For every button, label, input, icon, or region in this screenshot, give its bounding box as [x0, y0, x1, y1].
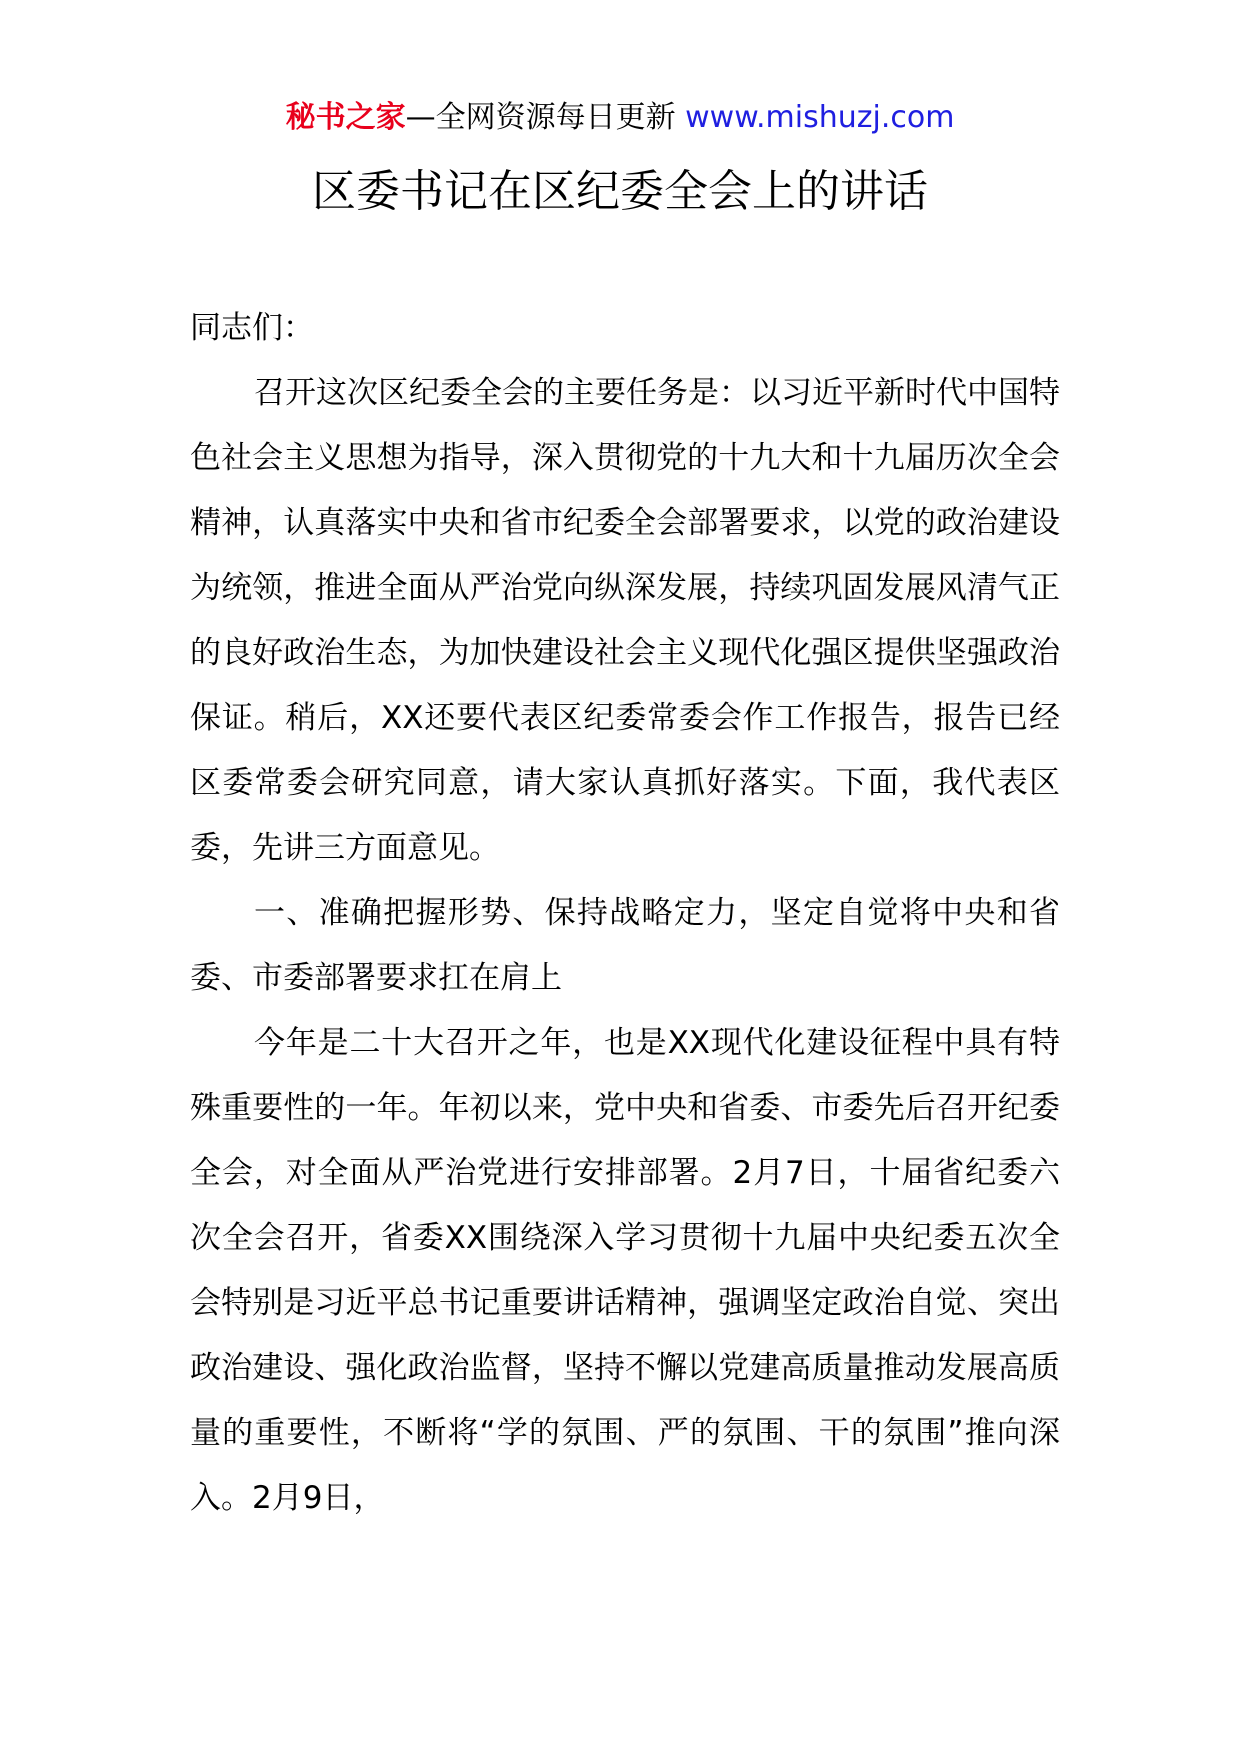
body-paragraph: 今年是二十大召开之年，也是XX现代化建设征程中具有特殊重要性的一年。年初以来，党中央和省委、市委先后召开纪委全会，对全面从严治党进行安排部署。2月7日，十届省纪委六次全会召开，省委XX围绕深入学习贯彻十九届中央纪委五次全会特别是习近平总书记重要讲话精神，强调坚定政治自觉、突出政治建设、强化政治监督，坚持不懈以党建高质量推动发展高质量的重要性，不断将“学的氛围、严的氛围、干的氛围”推向深入。2月9日， — [190, 1025, 1060, 1516]
document-body — [190, 296, 1060, 1531]
section-heading: 一、准确把握形势、保持战略定力，坚定自觉将中央和省委、市委部署要求扛在肩上 — [190, 895, 1060, 996]
brand-name: 秘书之家 — [285, 100, 406, 135]
body-paragraph: 召开这次区纪委全会的主要任务是：以习近平新时代中国特色社会主义思想为指导，深入贯彻党的十九大和十九届历次全会精神，认真落实中央和省市纪委全会部署要求，以党的政治建设为统领，推进全面从严治党向纵深发展，持续巩固发展风清气正的良好政治生态，为加快建设社会主义现代化强区提供坚强政治保证。稍后，XX还要代表区纪委常委会作工作报告，报告已经区委常委会研究同意，请大家认真抓好落实。下面，我代表区委，先讲三方面意见。 — [190, 375, 1060, 866]
salutation: 同志们： — [190, 310, 314, 346]
document-title: 区委书记在区纪委全会上的讲话 — [312, 166, 928, 217]
site-url-link[interactable]: www.mishuzj.com — [685, 100, 955, 135]
site-header — [0, 98, 1240, 137]
header-tagline: —全网资源每日更新 — [405, 100, 686, 135]
